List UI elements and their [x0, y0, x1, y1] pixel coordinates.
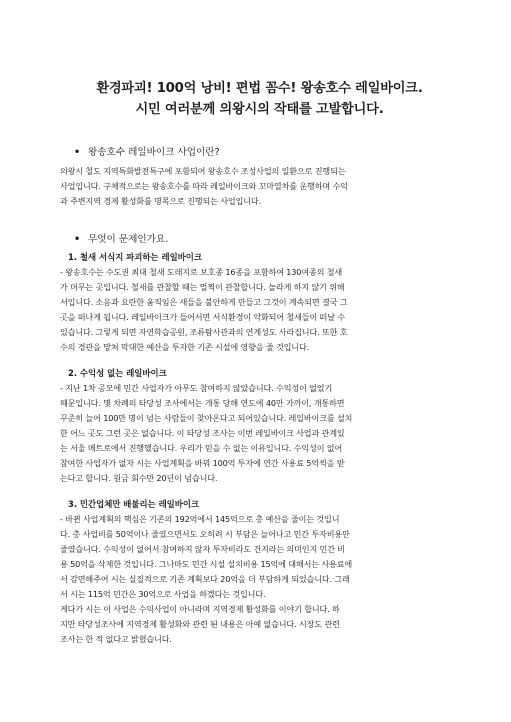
body-line: 곳을 떠나게 됩니다. 레일바이크가 들어서면 서식환경이 악화되어 철새들이 떠날 수 — [60, 312, 345, 322]
subsection-1-body — [60, 265, 459, 355]
section-1-heading — [60, 146, 459, 160]
body-line: 가 머무는 곳입니다. 철새를 관찰할 때는 멀찍이 관찰합니다. 놀라게 하지 않기 위해 — [60, 282, 345, 292]
body-line: 사업입니다. 구체적으로는 왕송호수를 따라 레일바이크와 꼬마열차를 운행하며 수익 — [60, 181, 348, 191]
section-2-heading-text: 무엇이 문제인가요. — [88, 234, 169, 245]
subsection-3-heading: 3. 민간업체만 배불리는 레일바이크 — [68, 499, 200, 509]
body-line: 때문입니다. 몇 차례의 타당성 조사에서는 개통 당해 연도에 40만 가까이, 개통하면 — [60, 398, 345, 408]
subsection-2-heading: 2. 수익성 없는 레일바이크 — [68, 368, 167, 378]
body-line: 는 서울 메트로에서 진행했습니다. 우리가 믿을 수 없는 이유입니다. 수익성이 없어 — [60, 443, 343, 453]
body-line: 는다고 합니다. 원금 회수만 20년이 넘습니다. — [60, 473, 218, 483]
body-line: 서 감면해주어 시는 실질적으로 기존 계획보다 20억을 더 부담하게 되었습니다. 그래 — [60, 574, 350, 584]
body-line: 참여한 사업자가 없자 시는 사업계획을 바꿔 100억 투자에 연간 사용료 5억씩을 받 — [60, 458, 345, 468]
subsection-2-body — [60, 381, 459, 486]
body-line: 지만 타당성조사에 지역경제 활성화와 관련 된 내용은 아예 없습니다. 시장도 관련 — [60, 619, 340, 629]
body-line: - 바뀐 사업계획의 핵심은 기존의 192억에서 145억으로 총 예산을 줄이는 것입니 — [60, 514, 340, 524]
body-line: 게다가 시는 이 사업은 수익사업이 아니라며 지역경제 활성화를 이야기 합니다. 하 — [60, 604, 340, 614]
subsection-3-body — [60, 512, 459, 647]
body-line: 과 주변지역 경제 활성화를 명목으로 진행되는 사업입니다. — [60, 196, 262, 206]
body-line: - 왕송호수는 수도권 최대 철새 도래지로 보호종 16종을 포함하여 130여종의 철새 — [60, 267, 343, 277]
body-line: 조사는 한 적 없다고 밝혔습니다. — [60, 634, 172, 644]
title-line-2: 시민 여러분께 의왕시의 작태를 고발합니다. — [135, 102, 384, 117]
body-line: 서입니다. 소음과 요란한 움직임은 새들을 불안하게 만들고 그것이 계속되면 결국 그 — [60, 297, 348, 307]
section-2-heading — [60, 233, 459, 247]
body-line: 있습니다. 그렇게 되면 자연학습공원, 조류탐사관과의 연계성도 사라집니다. 또한 호 — [60, 327, 348, 337]
body-line: 의왕시 철도 지역특화발전특구에 포함되어 왕송호수 조성사업의 일환으로 진행되는 — [60, 166, 346, 176]
bullet-icon: • — [74, 147, 81, 158]
body-line: 서 시는 115억 민간은 30억으로 사업을 하겠다는 것입니다. — [60, 589, 266, 599]
subsection-1-heading: 1. 철새 서식지 파괴하는 레일바이크 — [68, 252, 202, 262]
title-line-1: 환경파괴! 100억 낭비! 편법 꼼수! 왕송호수 레일바이크. — [96, 81, 423, 96]
body-line: 용 50억을 삭제한 것입니다. 그나마도 민간 시설 설치비용 15억에 대해서는 사용료에 — [60, 559, 353, 569]
section-1-heading-text: 왕송호수 레일바이크 사업이란? — [88, 147, 220, 158]
section-1-body — [60, 164, 459, 209]
body-line: 한 어느 곳도 그런 곳은 없습니다. 이 타당성 조사는 이번 레일바이크 사업과 관계있 — [60, 428, 345, 438]
body-line: 수의 경관을 망쳐 막대한 예산을 투자한 기존 시설에 영향을 줄 것입니다. — [60, 342, 310, 352]
body-line: - 지난 1차 공모에 민간 사업자가 아무도 참여하지 않았습니다. 수익성이 없었기 — [60, 383, 333, 393]
document-title — [60, 78, 459, 120]
bullet-icon: • — [74, 234, 81, 245]
body-line: 꾸준히 늘어 100만 명이 넘는 사람들이 찾아온다고 되어있습니다. 레일바이크를 설치 — [60, 413, 353, 423]
body-line: 줄였습니다. 수익성이 없어서 참여하지 않자 투자비라도 건지라는 의미인지 민간 비 — [60, 544, 345, 554]
body-line: 다. 총 사업비를 50억이나 줄였으면서도 오히려 시 부담은 늘어나고 민간 투자비용만 — [60, 529, 350, 539]
